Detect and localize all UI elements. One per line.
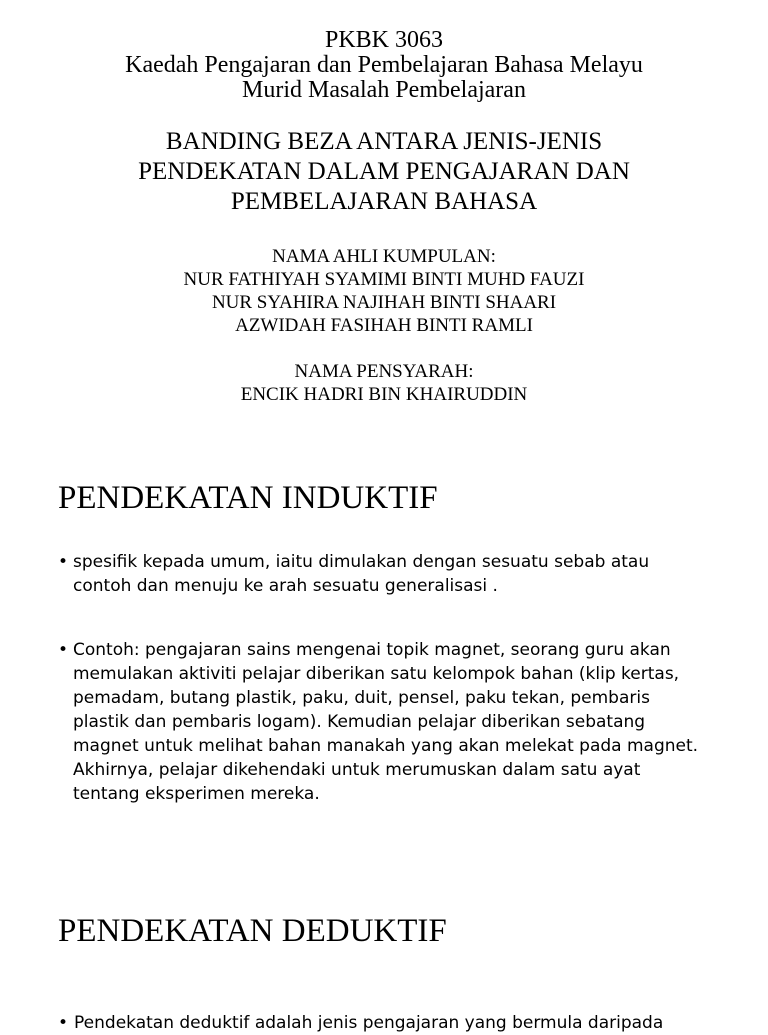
induktif-bullet-list — [58, 550, 708, 806]
bullet-item — [58, 638, 708, 806]
bullet-text: Contoh: pengajaran sains mengenai topik magnet, seorang guru akan memulakan aktiviti pelajar diberikan satu kelompok bahan (klip kertas, pemadam, butang plastik, paku, duit, pensel, paku tekan, pembaris plastik dan pembaris logam). Kemudian pelajar diberikan sebatang magnet untuk melihat bahan manakah yang akan melekat pada magnet. Akhirnya, pelajar dikehendaki untuk merumuskan dalam satu ayat tentang eksperimen mereka. — [73, 640, 699, 804]
topic-line3: PEMBELAJARAN BAHASA — [230, 188, 538, 215]
course-title-line2: Murid Masalah Pembelajaran — [242, 77, 526, 103]
course-title-line1: Kaedah Pengajaran dan Pembelajaran Bahasa Melayu — [125, 52, 643, 78]
bullet-text: Pendekatan deduktif adalah jenis pengajaran yang bermula daripada — [74, 1013, 664, 1033]
course-code: PKBK 3063 — [324, 27, 444, 53]
bullet-dot: • — [58, 1013, 69, 1033]
member-name: AZWIDAH FASIHAH BINTI RAMLI — [235, 315, 533, 336]
topic-line1: BANDING BEZA ANTARA JENIS-JENIS — [165, 128, 603, 155]
heading-induktif: PENDEKATAN INDUKTIF — [58, 480, 438, 516]
lecturer-name: ENCIK HADRI BIN KHAIRUDDIN — [240, 384, 528, 405]
deduktif-bullet-partial — [58, 1011, 738, 1035]
heading-deduktif: PENDEKATAN DEDUKTIF — [58, 913, 447, 949]
spacer — [0, 337, 768, 360]
bullet-item — [58, 550, 708, 598]
bullet-text: spesifik kepada umum, iaitu dimulakan dengan sesuatu sebab atau contoh dan menuju ke arah sesuatu generalisasi . — [73, 552, 650, 596]
spacer — [0, 103, 768, 127]
spacer — [0, 217, 768, 245]
lecturer-label: NAMA PENSYARAH: — [294, 361, 474, 382]
title-slide — [0, 28, 768, 406]
member-name: NUR SYAHIRA NAJIHAH BINTI SHAARI — [211, 292, 557, 313]
bullet-dot: • — [58, 552, 69, 572]
members-label: NAMA AHLI KUMPULAN: — [272, 246, 496, 267]
member-name: NUR FATHIYAH SYAMIMI BINTI MUHD FAUZI — [183, 269, 585, 290]
topic-line2: PENDEKATAN DALAM PENGAJARAN DAN — [138, 158, 630, 185]
bullet-dot: • — [58, 640, 69, 660]
